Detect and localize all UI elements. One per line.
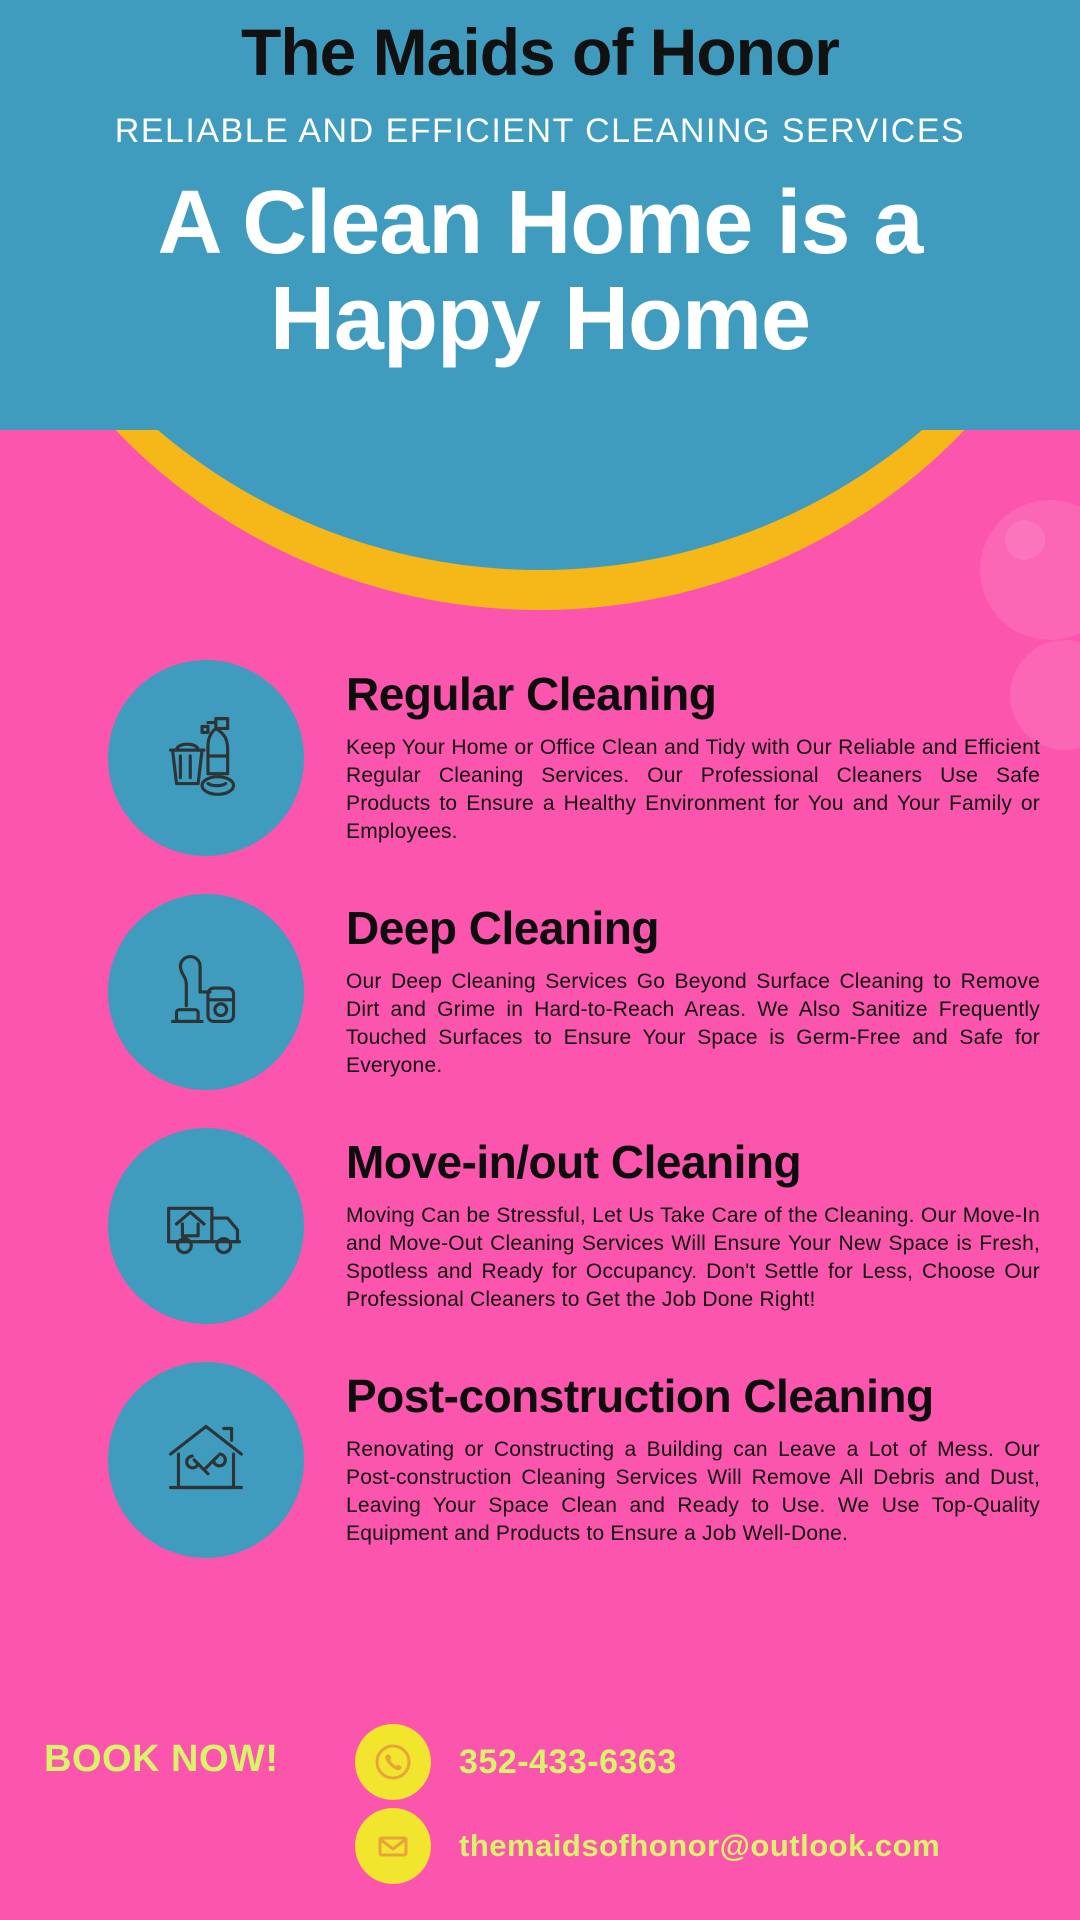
icon-circle xyxy=(108,894,304,1090)
service-title: Deep Cleaning xyxy=(346,902,660,954)
icon-circle xyxy=(108,1362,304,1558)
service-title: Regular Cleaning xyxy=(346,668,717,720)
house-tools-icon xyxy=(147,1399,265,1522)
envelope-icon xyxy=(355,1808,431,1884)
icon-circle xyxy=(108,1128,304,1324)
vacuum-cleaner-icon xyxy=(147,931,265,1054)
service-description: Our Deep Cleaning Services Go Beyond Surface Cleaning to Remove Dirt and Grime in Hard-to-Reach Areas. We Also Sanitize Frequently Touched Surfaces to Ensure Your Space is Germ-Free and Safe for Everyone. xyxy=(346,970,1040,1077)
email-contact[interactable] xyxy=(355,1808,940,1884)
service-description: Keep Your Home or Office Clean and Tidy with Our Reliable and Efficient Regular Cleaning Services. Our Professional Cleaners Use Safe Products to Ensure a Healthy Environment for You and Your Family or Employees. xyxy=(346,736,1040,843)
service-description: Renovating or Constructing a Building can Leave a Lot of Mess. Our Post-construction Cleaning Services Will Remove All Debris and Dust, Leaving Your Space Clean and Ready to Use. We Use Top-Quality Equipment and Products to Ensure a Job Well-Done. xyxy=(346,1438,1040,1545)
service-item xyxy=(0,894,1080,1090)
service-item xyxy=(0,1128,1080,1324)
service-item xyxy=(0,660,1080,856)
service-title: Move-in/out Cleaning xyxy=(346,1136,802,1188)
brand-tagline: RELIABLE AND EFFICIENT CLEANING SERVICES xyxy=(114,112,966,150)
phone-icon xyxy=(355,1724,431,1800)
services-list xyxy=(0,660,1080,1596)
phone-number: 352-433-6363 xyxy=(459,1742,677,1781)
footer xyxy=(0,1720,1080,1920)
moving-truck-icon xyxy=(147,1165,265,1288)
icon-circle xyxy=(108,660,304,856)
headline: A Clean Home is a Happy Home xyxy=(157,173,923,369)
spray-bottle-bucket-icon xyxy=(147,697,265,820)
decorative-bubble xyxy=(1005,520,1045,560)
phone-contact[interactable] xyxy=(355,1724,677,1800)
service-description: Moving Can be Stressful, Let Us Take Care of the Cleaning. Our Move-In and Move-Out Cleaning Services Will Ensure Your New Space is Fresh, Spotless and Ready for Occupancy. Don't Settle for Less, Choose Our Professional Cleaners to Get the Job Done Right! xyxy=(346,1204,1040,1311)
service-item xyxy=(0,1362,1080,1558)
brand-title: The Maids of Honor xyxy=(241,15,839,89)
service-title: Post-construction Cleaning xyxy=(346,1370,934,1422)
book-now-label: BOOK NOW! xyxy=(44,1738,279,1780)
email-address: themaidsofhonor@outlook.com xyxy=(459,1828,941,1863)
